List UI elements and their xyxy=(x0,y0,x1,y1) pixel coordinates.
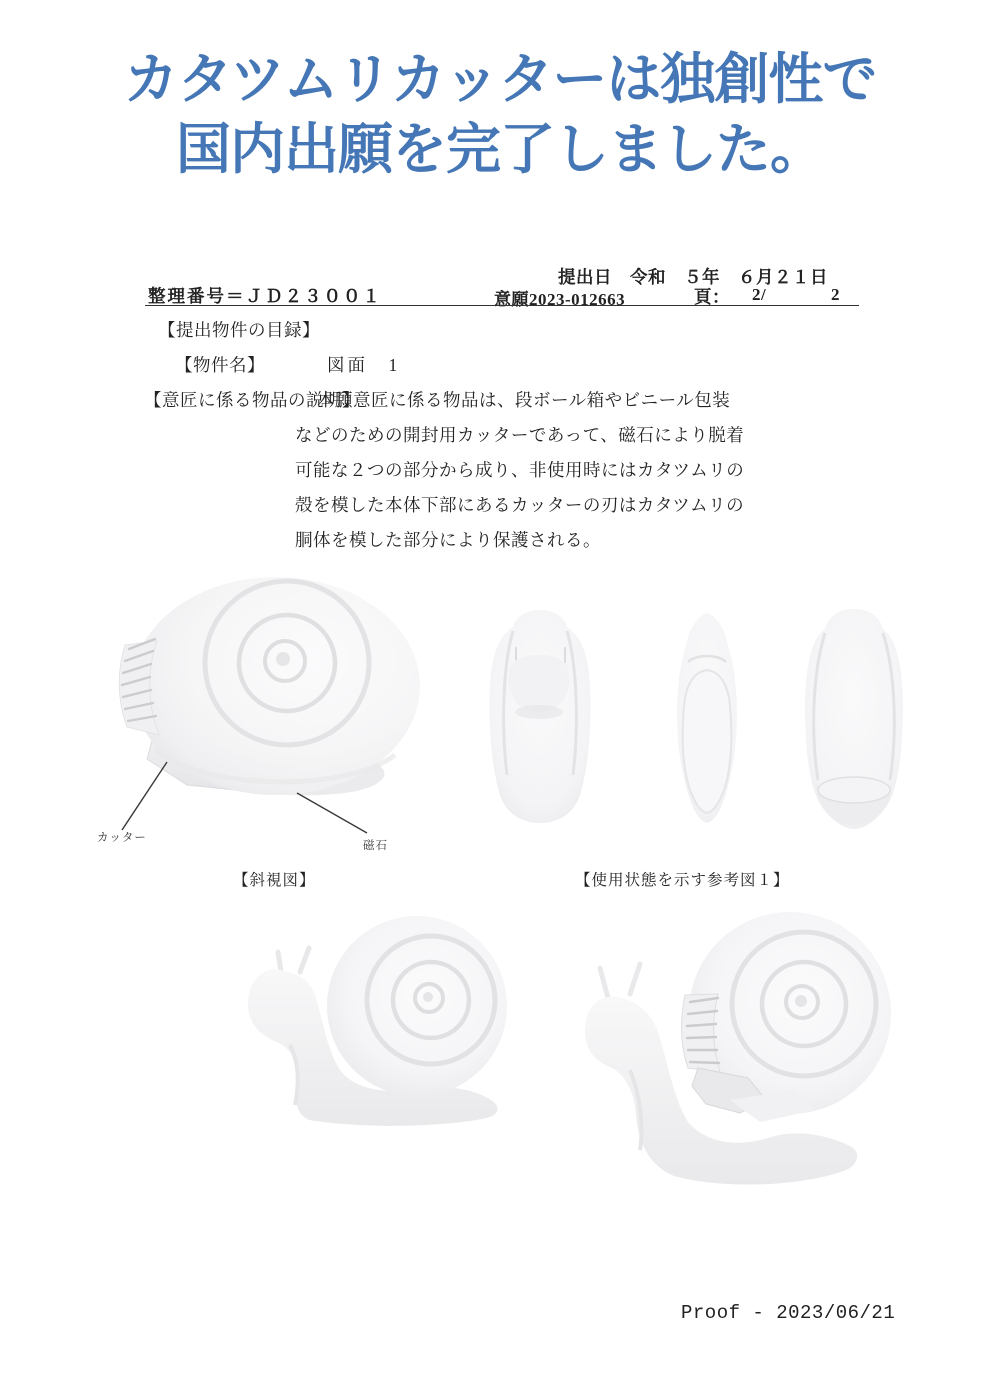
magnet-label: 磁石 xyxy=(363,840,388,852)
catalog-heading: 【提出物件の目録】 xyxy=(158,320,320,340)
page-title-line1: カタツムリカッターは独創性で xyxy=(123,48,877,110)
description-line: 本願意匠に係る物品は、段ボール箱やビニール包装 xyxy=(317,390,731,410)
antennae xyxy=(600,964,640,998)
description-label: 【意匠に係る物品の説明】 xyxy=(144,390,360,410)
snail-perspective-figure xyxy=(95,565,435,865)
shell-body xyxy=(132,577,420,795)
snail-top-view-figure xyxy=(668,610,746,828)
snail-separated-figure xyxy=(570,900,960,1205)
page-total: 2 xyxy=(831,285,840,304)
reference-number: 整理番号＝ＪＤ２３００１ xyxy=(148,286,382,306)
description-line: 可能な２つの部分から成り、非使用時にはカタツムリの xyxy=(295,460,745,480)
page-current: 2/ xyxy=(752,285,767,304)
description-line: などのための開封用カッターであって、磁石により脱着 xyxy=(295,425,745,445)
item-name-label: 【物件名】 xyxy=(175,355,265,375)
page-title xyxy=(0,44,1000,184)
cutter-label: カッター xyxy=(97,832,147,844)
snail-front-view-figure xyxy=(483,605,598,827)
shell-body xyxy=(327,916,507,1096)
proof-stamp: Proof - 2023/06/21 xyxy=(681,1302,896,1324)
page-label: 頁： xyxy=(694,287,730,307)
shell-cutter-part xyxy=(682,912,891,1122)
application-number: 意願2023-012663 xyxy=(494,290,626,309)
snail-rear-view-figure xyxy=(797,605,911,833)
reference-caption: 【使用状態を示す参考図１】 xyxy=(575,872,790,889)
description-line: 胴体を模した部分により保護される。 xyxy=(295,530,601,550)
item-name-value: 図面 1 xyxy=(327,355,401,375)
page-title-line2: 国内出願を完了しました。 xyxy=(175,118,824,180)
description-line: 殻を模した本体下部にあるカッターの刃はカタツムリの xyxy=(295,495,745,515)
header-rule xyxy=(145,305,859,306)
submission-date: 提出日 令和 ５年 ６月２１日 xyxy=(558,267,828,287)
perspective-caption: 【斜視図】 xyxy=(233,872,316,889)
snail-assembled-figure xyxy=(235,910,515,1145)
